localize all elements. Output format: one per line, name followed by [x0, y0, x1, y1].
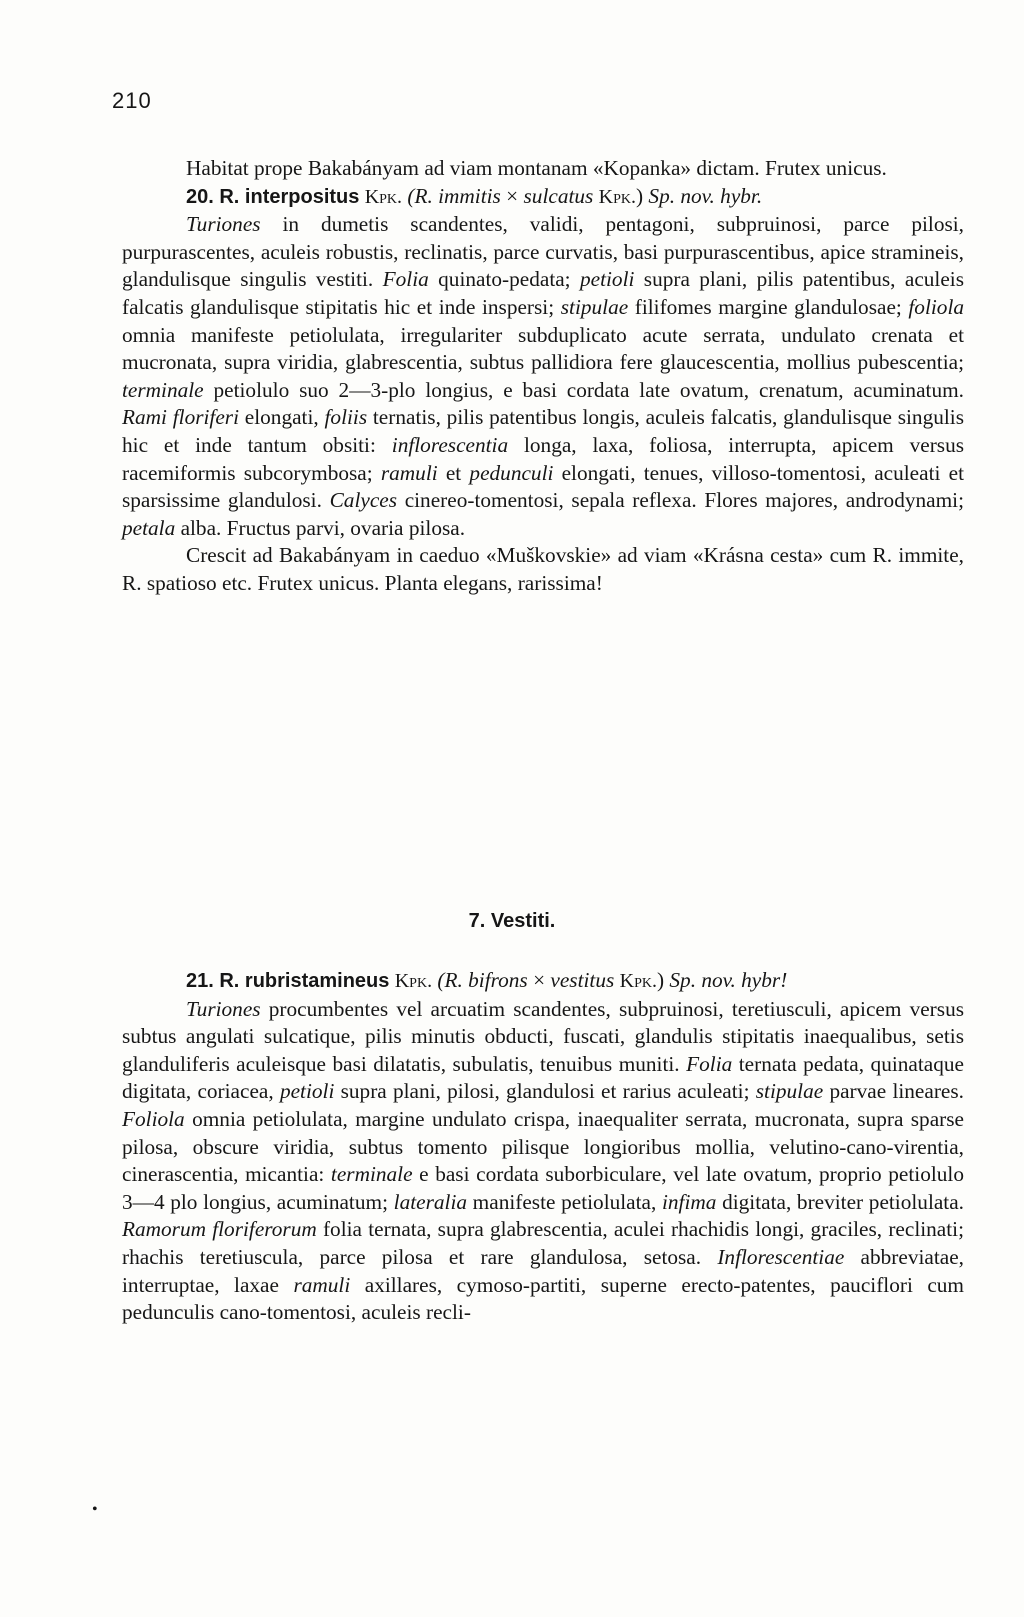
- text-run: ternatis, pilis patentibus longis, aculeis falcatis, glandulisque singulis hic et inde tantum obsiti:: [122, 405, 964, 457]
- term: ramuli: [293, 1272, 351, 1297]
- text-run: elongati, tenues, villoso-tomentosi, aculeati et sparsissime glandulosi.: [122, 460, 964, 513]
- term: pedunculi: [469, 460, 554, 485]
- species-21-author-2: Kpk.: [619, 970, 657, 992]
- text-run: procumbentes vel arcuatim scandentes, subpruinosi, teretiusculi, apicem versus subtus angulati sulcatique, pilis minutis obducti, fuscati, glandulis stipitatis inaequalibus, setis glanduliferis aculeisque basi dilatatis, subulatis, tenuibus muniti.: [122, 996, 964, 1076]
- text-run: manifeste petiolulata,: [472, 1189, 657, 1214]
- species-21-paren-close: ): [656, 968, 665, 992]
- term: Foliola: [122, 1106, 185, 1131]
- text-run: abbreviatae, interruptae, laxae: [122, 1244, 965, 1297]
- hybrid-cross-symbol: ×: [533, 968, 546, 992]
- term: stipulae: [755, 1079, 824, 1104]
- species-21-parent-a: R. bifrons: [444, 968, 528, 992]
- term: inflorescentia: [391, 432, 509, 457]
- text-run: supra plani, pilis patentibus, aculeis falcatis glandulisque stipitatis hic et inde inspersi;: [122, 267, 964, 319]
- page-number: 210: [112, 88, 152, 113]
- text-run: omnia petiolulata, margine undulato crispa, inaequaliter serrata, mucronata, supra sparse pilosa, obscure viridia, subtus tomento pilisque longioribus mollia, velutino-cano-virentia, cinerascentia, micantia:: [122, 1106, 964, 1187]
- species-20-paren: (: [407, 183, 415, 208]
- text-run: e basi cordata suborbiculare, vel late ovatum, proprio petiolulo 3—4 plo longius, acuminatum;: [122, 1162, 964, 1214]
- text-run: elongati,: [244, 405, 319, 430]
- species-20-parent-a: R. immitis: [414, 183, 501, 208]
- text-run: alba. Fructus parvi, ovaria pilosa.: [180, 515, 466, 540]
- text-run: supra plani, pilosi, glandulosi et rarius aculeati;: [340, 1079, 750, 1104]
- text-run: filifomes margine glandulosae;: [634, 294, 902, 319]
- species-20-name: 20. R. interpositus: [186, 185, 360, 208]
- term: foliis: [324, 405, 368, 430]
- species-20-paren-close: ): [636, 183, 644, 208]
- species-21-description: [122, 996, 964, 1327]
- text-run: digitata, breviter petiolulata.: [722, 1189, 965, 1214]
- species-20-description: [122, 211, 964, 542]
- term: petala: [122, 515, 176, 540]
- term: lateralia: [393, 1189, 468, 1214]
- term: Inflorescentiae: [717, 1244, 845, 1269]
- species-21-name: 21. R. rubristamineus: [186, 970, 390, 992]
- section-heading: 7. Vestiti.: [468, 910, 556, 932]
- species-21-heading: [122, 967, 964, 996]
- term: stipulae: [560, 294, 629, 319]
- text-block-top: [122, 155, 964, 598]
- term: terminale: [122, 377, 204, 402]
- term: foliola: [908, 294, 965, 319]
- species-21-label: Sp. nov. hybr!: [669, 968, 788, 992]
- text-block-bottom: [122, 967, 964, 1327]
- species-20-label: Sp. nov. hybr.: [648, 183, 763, 208]
- species-20-parent-b: sulcatus: [523, 183, 594, 208]
- species-20-locality: Crescit ad Bakabányam in caeduo «Muškovskie» ad viam «Krásna cesta» cum R. immite, R. spatioso etc. Frutex unicus. Planta elegans, rarissima!: [122, 543, 964, 595]
- species-20-author-2: Kpk.: [598, 185, 636, 208]
- term: Rami floriferi: [122, 405, 239, 430]
- text-run: omnia manifeste petiolulata, irregulariter subduplicato acute serrata, undulato crenata et mucronata, supra viridia, glabrescentia, subtus pallidiora fere glaucescentia, mollius pubescentia;: [122, 322, 964, 375]
- term: infima: [661, 1189, 717, 1214]
- text-run: et: [445, 460, 462, 485]
- text-run: axillares, cymoso-partiti, superne erecto-patentes, pauciflori cum pedunculis cano-tomentosi, aculeis recli-: [122, 1272, 965, 1325]
- species-21-paren: (: [437, 968, 445, 992]
- term: terminale: [330, 1162, 413, 1187]
- text-run: longa, laxa, foliosa, interrupta, apicem versus racemiformis subcorymbosa;: [122, 432, 965, 485]
- term: Folia: [382, 267, 429, 292]
- text-run: parvae lineares.: [829, 1079, 964, 1104]
- hybrid-cross-symbol: ×: [506, 183, 519, 208]
- term: Turiones: [186, 212, 261, 237]
- term: petioli: [579, 267, 635, 292]
- term: Ramorum floriferorum: [122, 1217, 317, 1242]
- term: Folia: [686, 1051, 733, 1076]
- text-run: cinereo-tomentosi, sepala reflexa. Flores majores, androdynami;: [404, 488, 964, 513]
- text-run: ternata pedata, quinataque digitata, coriacea,: [122, 1051, 964, 1104]
- term: ramuli: [380, 460, 438, 485]
- species-21-parent-b: vestitus: [550, 968, 615, 992]
- species-21-author: Kpk.: [394, 970, 433, 992]
- term: petioli: [279, 1079, 335, 1104]
- term: Calyces: [329, 488, 398, 513]
- text-run: petiolulo suo 2—3-plo longius, e basi cordata late ovatum, crenatum, acuminatum.: [213, 377, 964, 402]
- term: Turiones: [186, 996, 261, 1021]
- margin-bullet: •: [92, 1501, 98, 1518]
- species-20-heading: [122, 183, 964, 212]
- text-run: quinato-pedata;: [438, 267, 571, 292]
- habitat-paragraph: Habitat prope Bakabányam ad viam montanam «Kopanka» dictam. Frutex unicus.: [186, 156, 887, 180]
- text-run: in dumetis scandentes, validi, pentagoni, subpruinosi, parce pilosi, purpurascentes, aculeis robustis, reclinatis, parce curvatis, basi purpurascentibus, apice stramineis, glandulisque singulis vestiti.: [122, 212, 964, 292]
- species-20-author: Kpk.: [364, 185, 403, 208]
- text-run: folia ternata, supra glabrescentia, aculei rhachidis longi, graciles, reclinati; rhachis teretiuscula, parce pilosa et rare glandulosa, setosa.: [122, 1217, 964, 1269]
